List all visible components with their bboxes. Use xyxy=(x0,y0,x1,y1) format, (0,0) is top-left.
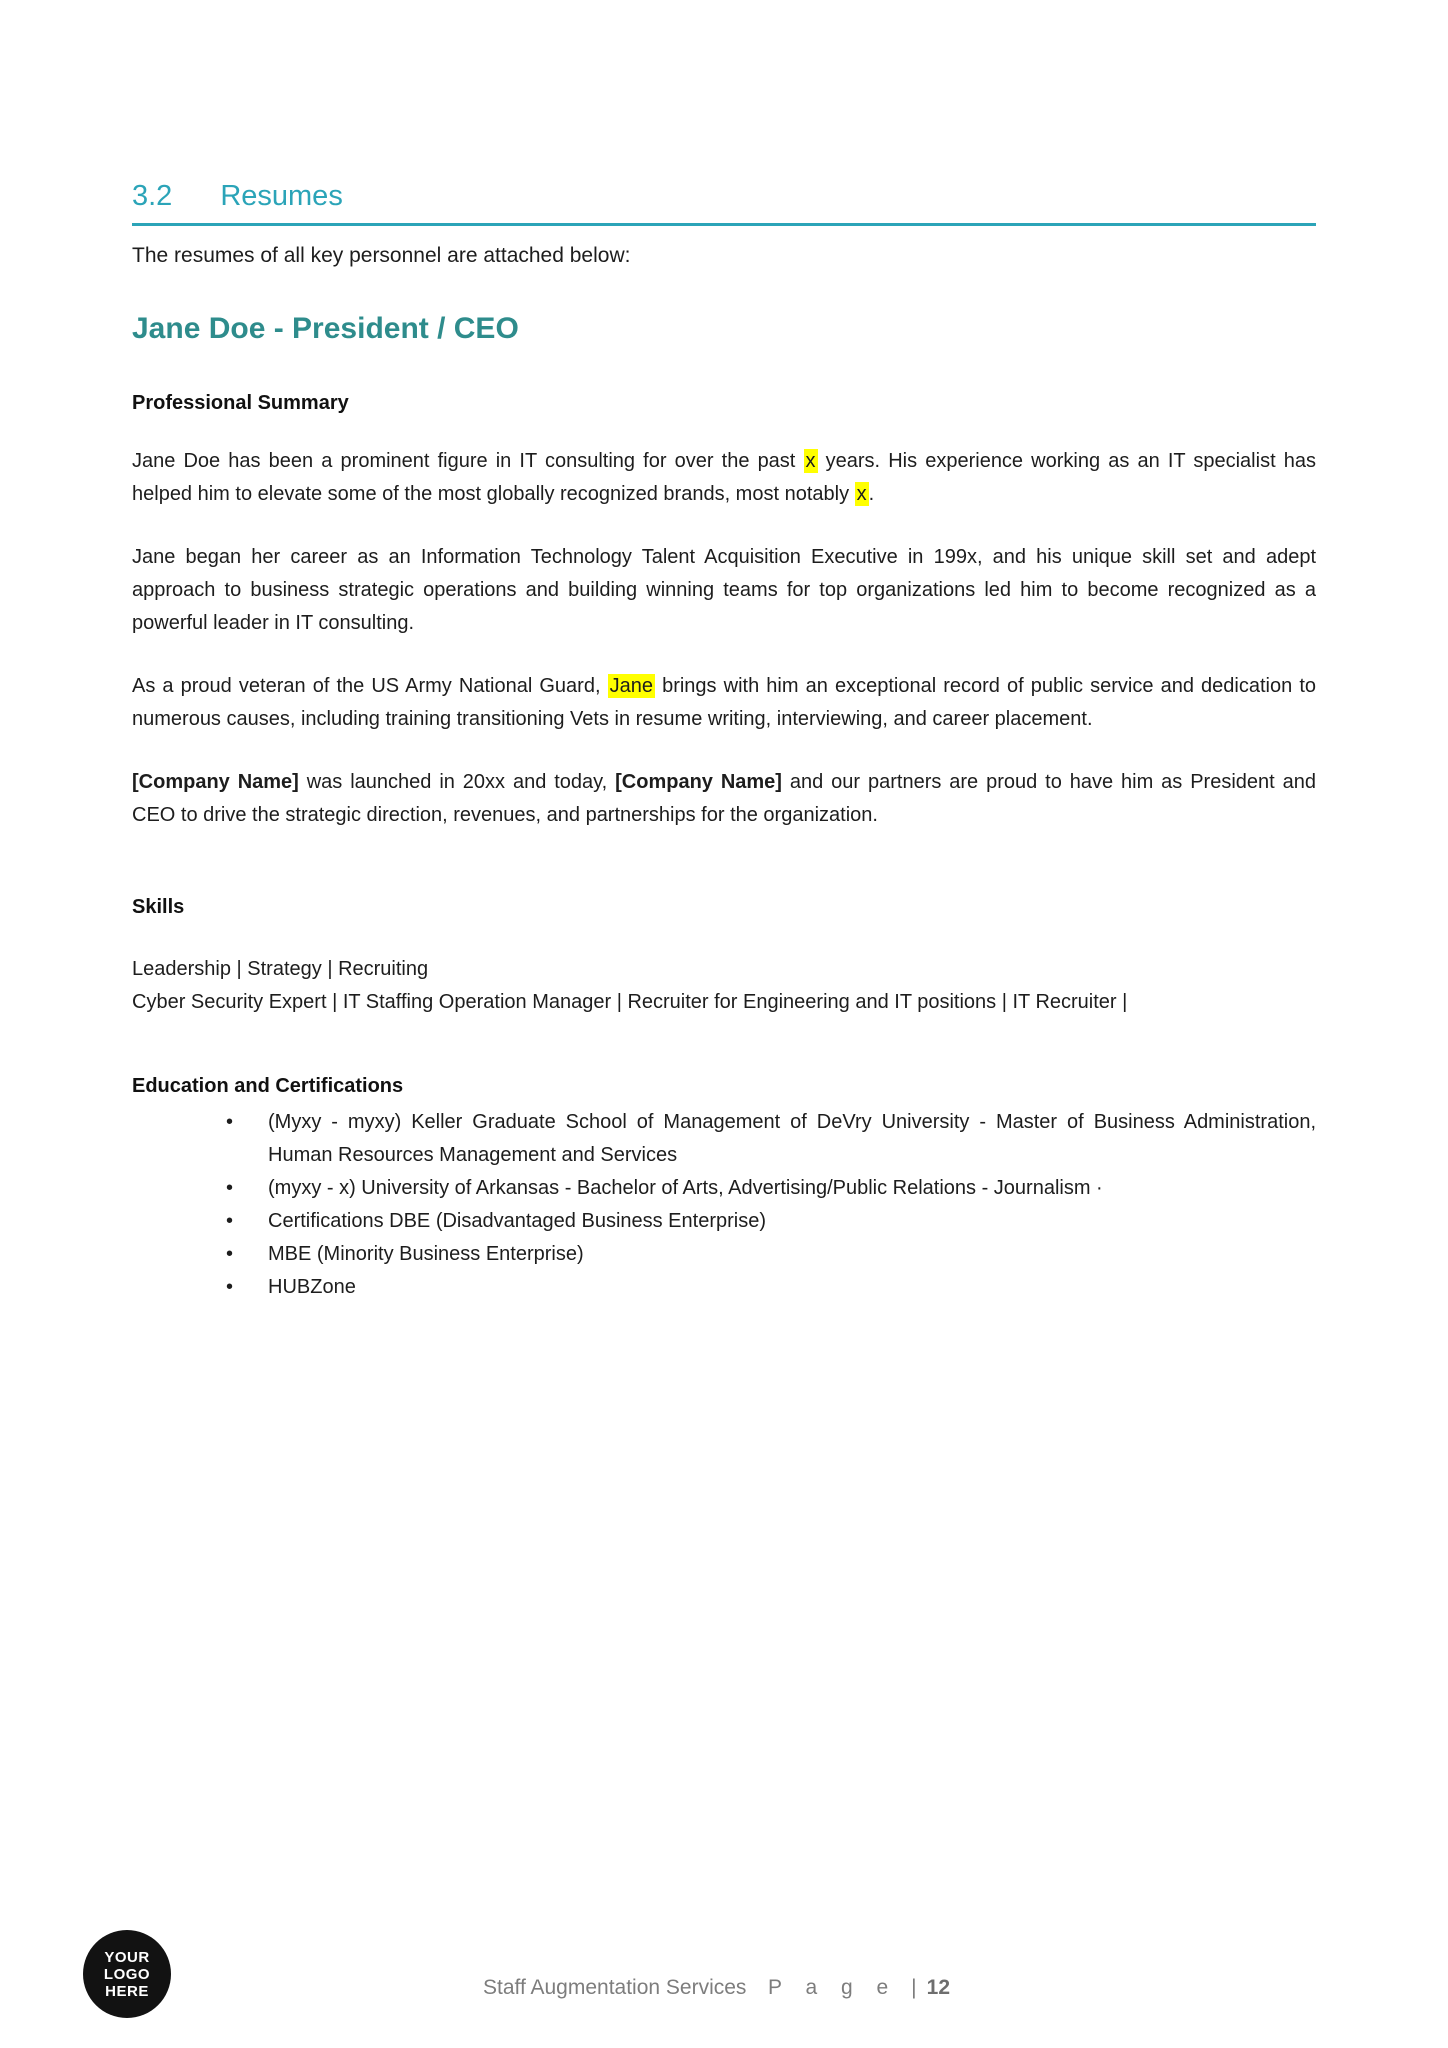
professional-summary-heading: Professional Summary xyxy=(132,392,349,414)
p1-highlight-1: x xyxy=(805,450,816,472)
p1-text-before: Jane Doe has been a prominent figure in IT consulting for over the past xyxy=(132,450,804,472)
footer-page-word: P a g e xyxy=(768,1976,898,1999)
education-bullet-2: • (myxy - x) University of Arkansas - Bachelor of Arts, Advertising/Public Relations - Journalism · xyxy=(132,1172,1316,1205)
education-bullet-4: • MBE (Minority Business Enterprise) xyxy=(132,1238,1316,1271)
p4-company-name-1: [Company Name] xyxy=(132,771,299,793)
p4-company-name-2: [Company Name] xyxy=(615,771,782,793)
p1-highlight-2: x xyxy=(856,483,867,505)
skills-list xyxy=(132,953,1316,1019)
page-content xyxy=(132,180,1316,1304)
education-bullet-3: • Certifications DBE (Disadvantaged Business Enterprise) xyxy=(132,1205,1316,1238)
placeholder-logo xyxy=(83,1930,171,2018)
resume-title: Jane Doe - President / CEO xyxy=(132,312,519,345)
education-list xyxy=(132,1106,1316,1304)
p3-text-after: brings with him an exceptional record of public service and dedication to numerous causes, including training transitioning Vets in resume writing, interviewing, and career placement. xyxy=(132,675,1317,730)
section-number: 3.2 xyxy=(132,180,173,212)
p3-text-before: As a proud veteran of the US Army National Guard, xyxy=(132,675,608,697)
footer-document-title: Staff Augmentation Services xyxy=(483,1976,747,1999)
education-bullet-5: • HUBZone xyxy=(132,1271,1316,1304)
education-heading: Education and Certifications xyxy=(132,1075,404,1097)
p4-text-mid: was launched in 20xx and today, xyxy=(298,771,616,793)
education-bullet-1: • (Myxy - myxy) Keller Graduate School of Management of DeVry University - Master of Business Administration, Human Resources Management and Services xyxy=(132,1106,1316,1172)
skills-heading: Skills xyxy=(132,896,185,918)
footer-page-separator: | xyxy=(911,1976,917,1999)
summary-paragraph-4 xyxy=(132,766,1316,832)
summary-paragraph-2: Jane began her career as an Information Technology Talent Acquisition Executive in 199x, and his unique skill set and adept approach to business strategic operations and building winning teams for top organizations led him to become recognized as a powerful leader in IT consulting. xyxy=(132,546,1316,634)
section-heading xyxy=(132,180,1316,226)
skills-line-1: Leadership | Strategy | Recruiting xyxy=(132,958,429,980)
skills-line-2: Cyber Security Expert | IT Staffing Operation Manager | Recruiter for Engineering and IT positions | IT Recruiter | xyxy=(132,991,1128,1013)
section-title: Resumes xyxy=(220,180,343,212)
logo-text-line-3: HERE xyxy=(105,1982,149,2000)
footer-page-indicator xyxy=(768,1976,950,2000)
summary-paragraph-1 xyxy=(132,445,1316,511)
summary-paragraph-3 xyxy=(132,670,1316,736)
p4-text-after: and our partners are proud to have him as President and CEO to drive the strategic direction, revenues, and partnerships for the organization. xyxy=(132,771,1316,826)
p1-text-mid: years. His experience working as an IT specialist has helped him to elevate some of the most globally recognized brands, most notably xyxy=(132,450,1316,505)
logo-text-line-1: YOUR xyxy=(104,1948,150,1966)
logo-text-line-2: LOGO xyxy=(103,1965,151,1983)
intro-text: The resumes of all key personnel are attached below: xyxy=(132,244,631,267)
footer-page-number: 12 xyxy=(926,1976,950,1999)
p3-highlight: Jane xyxy=(609,675,653,697)
p1-text-after: . xyxy=(868,483,875,505)
